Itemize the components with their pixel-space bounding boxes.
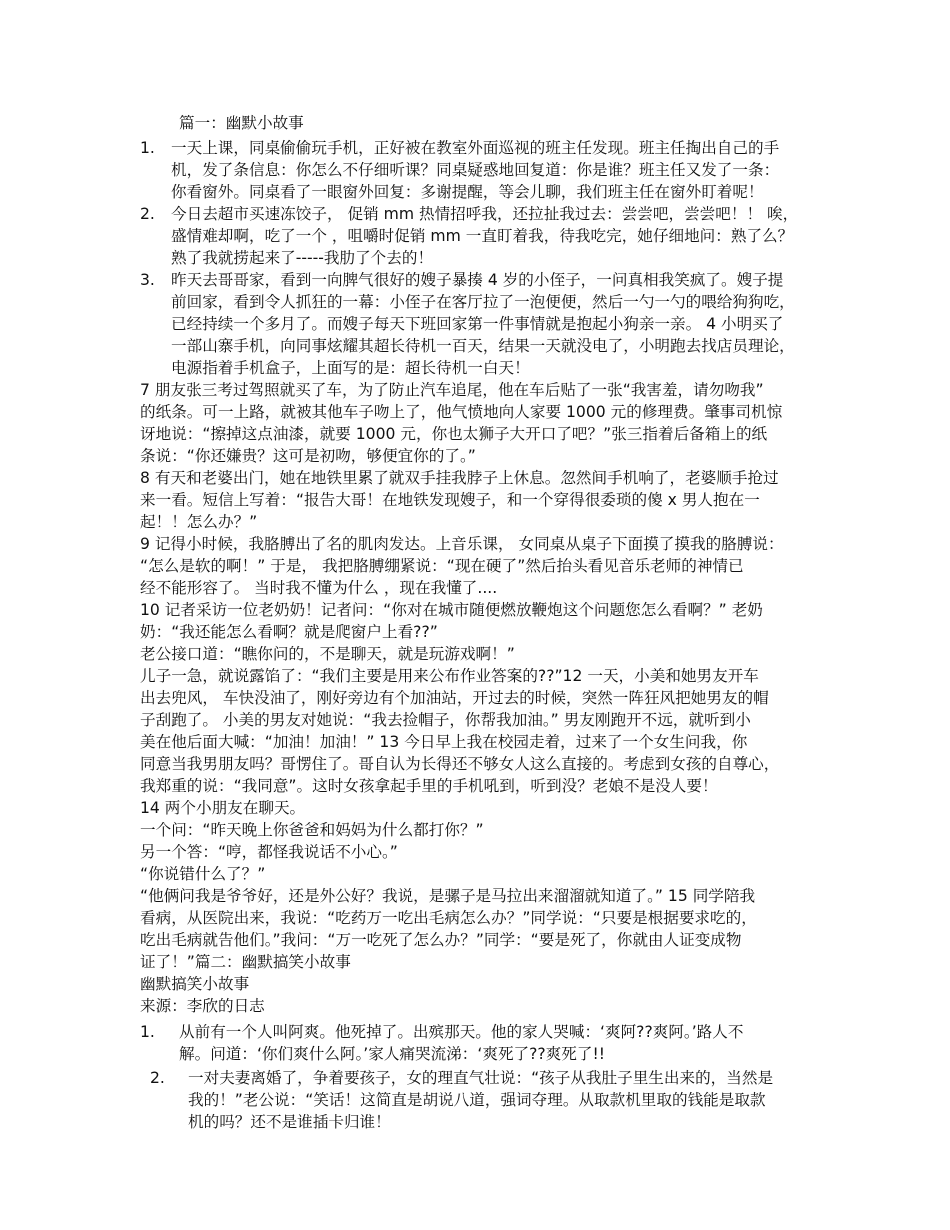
body-line: “你说错什么了？” — [140, 865, 266, 883]
body-line: 的纸条。可一上路，就被其他车子吻上了，他气愤地向人家要 1000 元的修理费。肇事司机惊 — [140, 403, 783, 421]
body-line: 奶：“我还能怎么看啊？就是爬窗户上看??” — [140, 623, 438, 641]
body-line: 看病，从医院出来，我说：“吃药万一吃出毛病怎么办？”同学说：“只要是根据要求吃的， — [140, 909, 757, 927]
body-line: 幽默搞笑小故事 — [140, 975, 250, 993]
list-item-text: 解。问道：‘你们爽什么阿。’家人痛哭流涕：‘爽死了??爽死了!! — [179, 1045, 605, 1063]
body-line: 起！！怎么办？” — [140, 513, 258, 531]
body-line: 来一看。短信上写着：“报告大哥！在地铁发现嫂子，和一个穿得很委琐的傻 x 男人抱在一 — [140, 491, 760, 509]
list-item-text: 盛情难却啊，吃了一个 ，咀嚼时促销 mm 一直盯着我，待我吃完，她仔细地问：熟了么？ — [171, 227, 794, 245]
list-number: 1. — [140, 1023, 155, 1041]
list-item-text: 一部山寨手机，向同事炫耀其超长待机一百天，结果一天就没电了，小明跑去找店员理论， — [171, 337, 795, 355]
list-item-text: 从前有一个人叫阿爽。他死掉了。出殡那天。他的家人哭喊：‘爽阿??爽阿。’路人不 — [179, 1023, 744, 1041]
body-line: 出去兜风， 车快没油了，刚好旁边有个加油站，开过去的时候，突然一阵狂风把她男友的帽 — [140, 689, 769, 707]
body-line: 老公接口道：“瞧你问的，不是聊天，就是玩游戏啊！” — [140, 645, 515, 663]
body-line: 讶地说：“擦掉这点油漆，就要 1000 元，你也太狮子大开口了吧？”张三指着后备箱上的纸 — [140, 425, 768, 443]
list-item-text: 今日去超市买速冻饺子， 促销 mm 热情招呼我，还拉扯我过去：尝尝吧，尝尝吧！！ 唉， — [171, 205, 799, 223]
body-line: 儿子一急，就说露馅了：“我们主要是用来公布作业答案的??”12 一天，小美和她男友开车 — [140, 667, 759, 685]
body-line: 另一个答：“哼，都怪我说话不小心。” — [140, 843, 398, 861]
list-item-text: 一天上课，同桌偷偷玩手机，正好被在教室外面巡视的班主任发现。班主任掏出自己的手 — [171, 139, 780, 157]
list-item-text: 机的吗？还不是谁插卡归谁！ — [188, 1113, 391, 1131]
section-heading: 篇一：幽默小故事 — [179, 114, 304, 132]
list-item-text: 昨天去哥哥家，看到一向脾气很好的嫂子暴揍 4 岁的小侄子，一问真相我笑疯了。嫂子提 — [171, 271, 784, 289]
list-item-text: 熟了我就捞起来了-----我肋了个去的！ — [171, 249, 434, 267]
list-item-text: 电源指着手机盒子，上面写的是：超长待机一白天！ — [171, 359, 530, 377]
body-line: 子刮跑了。 小美的男友对她说：“我去捡帽子，你帮我加油。” 男友刚跑开不远，就听到小 — [140, 711, 751, 729]
body-line: 同意当我男朋友吗？哥愣住了。哥自认为长得还不够女人这么直接的。考虑到女孩的自尊心， — [140, 755, 780, 773]
body-line: 7 朋友张三考过驾照就买了车，为了防止汽车追尾，他在车后贴了一张“我害羞，请勿吻我” — [140, 381, 764, 399]
body-line: 美在他后面大喊：“加油！加油！” 13 今日早上我在校园走着，过来了一个女生问我，你 — [140, 733, 748, 751]
list-number: 1. — [140, 139, 155, 157]
list-item-text: 已经持续一个多月了。而嫂子每天下班回家第一件事情就是抱起小狗亲一亲。 4 小明买了 — [171, 315, 784, 333]
body-line: 我郑重的说：“我同意”。这时女孩拿起手里的手机吼到，听到没？老娘不是没人要！ — [140, 777, 718, 795]
body-line: 证了！”篇二：幽默搞笑小故事 — [140, 953, 351, 971]
body-line: 吃出毛病就告他们。”我问：“万一吃死了怎么办？”同学：“要是死了，你就由人证变成物 — [140, 931, 742, 949]
list-number: 2. — [140, 205, 155, 223]
list-number: 2. — [150, 1069, 165, 1087]
body-line: 14 两个小朋友在聊天。 — [140, 799, 306, 817]
body-line: 8 有天和老婆出门，她在地铁里累了就双手挂我脖子上休息。忽然间手机响了，老婆顺手抢过 — [140, 469, 779, 487]
body-line: 经不能形容了。 当时我不懂为什么 ，现在我懂了.... — [140, 579, 498, 597]
body-line: “怎么是软的啊！” 于是， 我把胳膊绷紧说：“现在硬了”然后抬头看见音乐老师的神情已 — [140, 557, 744, 575]
list-number: 3. — [140, 271, 155, 289]
body-line: 条说：“你还嫌贵？这可是初吻，够便宜你的了。” — [140, 447, 476, 465]
body-line: 9 记得小时候，我胳膊出了名的肌肉发达。上音乐课， 女同桌从桌子下面摸了摸我的胳膊说： — [140, 535, 784, 553]
list-item-text: 我的！”老公说：“笑话！这简直是胡说八道，强词夺理。从取款机里取的钱能是取款 — [188, 1091, 766, 1109]
body-line: 一个问：“昨天晚上你爸爸和妈妈为什么都打你？” — [140, 821, 484, 839]
body-line: 来源：李欣的日志 — [140, 997, 265, 1015]
list-item-text: 你看窗外。同桌看了一眼窗外回复：多谢提醒，等会儿聊，我们班主任在窗外盯着呢！ — [171, 183, 764, 201]
body-line: 10 记者采访一位老奶奶！记者问：“你对在城市随便燃放鞭炮这个问题您怎么看啊？” 老奶 — [140, 601, 763, 619]
list-item-text: 前回家，看到令人抓狂的一幕：小侄子在客厅拉了一泡便便，然后一勺一勺的喂给狗狗吃， — [171, 293, 795, 311]
list-item-text: 机，发了条信息：你怎么不仔细听课？同桌疑惑地回复道：你是谁？班主任又发了一条： — [171, 161, 780, 179]
body-line: “他俩问我是爷爷好，还是外公好？我说，是骡子是马拉出来溜溜就知道了。” 15 同学陪我 — [140, 887, 756, 905]
list-item-text: 一对夫妻离婚了，争着要孩子，女的理直气壮说：“孩子从我肚子里生出来的，当然是 — [188, 1069, 774, 1087]
